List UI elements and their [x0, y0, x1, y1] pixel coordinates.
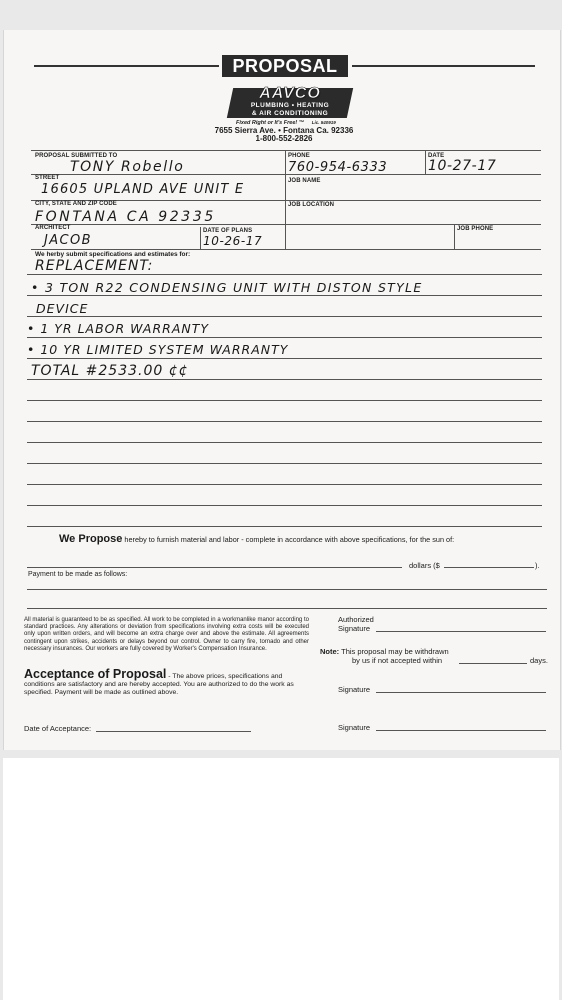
street-value: 16605 UPLAND AVE UNIT E — [41, 182, 245, 197]
grid-bottom-line — [31, 249, 541, 250]
spec-line-4: • 1 YR LABOR WARRANTY — [27, 321, 209, 336]
propose-text: hereby to furnish material and labor - complete in accordance with above specifications, for the sun of: — [124, 535, 455, 544]
grid-divider-jobphone — [454, 224, 455, 249]
submitted-to-value: TONY Robello — [70, 159, 185, 175]
rule-line — [27, 442, 542, 443]
payment-label: Payment to be made as follows: — [28, 571, 128, 578]
proposal-sheet — [3, 30, 561, 750]
proposal-title: PROPOSAL — [222, 55, 348, 77]
phone-label: PHONE — [288, 153, 310, 159]
date-of-plans-label: DATE OF PLANS — [203, 228, 253, 234]
spec-line-6: TOTAL #2533.00 ¢¢ — [31, 363, 189, 379]
license-text: Lic. 540919 — [311, 120, 336, 125]
company-logo: AAVCO — [259, 85, 321, 102]
payment-line-1 — [27, 589, 547, 590]
propose-lead: We Propose — [59, 533, 123, 545]
grid-line-1 — [31, 174, 541, 175]
architect-label: ARCHITECT — [35, 225, 71, 231]
acceptance-signature2-label: Signature — [338, 723, 371, 732]
rule-line — [27, 526, 542, 527]
date-of-plans-value: 10-26-17 — [203, 234, 263, 248]
note-text — [320, 647, 449, 656]
company-phone: 1-800-552-2826 — [255, 134, 313, 143]
acceptance-signature-line — [376, 692, 546, 693]
slogan-text: Fixed Right or It's Free! ™ — [236, 120, 305, 126]
blank-area — [3, 758, 559, 1000]
rule-line — [27, 463, 542, 464]
rule-line — [27, 295, 542, 296]
propose-statement — [59, 533, 454, 545]
phone-value: 760-954-6333 — [288, 160, 388, 175]
rule-line — [27, 505, 542, 506]
acceptance-text-a: - The above prices, specifications — [168, 673, 270, 680]
days-line — [459, 663, 527, 664]
architect-value: JACOB — [44, 233, 92, 248]
rule-line — [27, 484, 542, 485]
dollars-label: dollars ($ — [409, 561, 440, 570]
grid-divider-date — [425, 150, 426, 174]
dollars-close: ). — [535, 561, 540, 570]
grid-divider-plans — [200, 227, 201, 249]
spec-line-5: • 10 YR LIMITED SYSTEM WARRANTY — [27, 342, 289, 357]
grid-line-3 — [31, 224, 541, 225]
note-line-2: by us if not accepted within — [352, 656, 443, 665]
job-location-label: JOB LOCATION — [288, 202, 335, 208]
rule-line — [27, 337, 542, 338]
city-label: CITY, STATE AND ZIP CODE — [35, 201, 117, 207]
acceptance-heading — [24, 667, 314, 697]
company-services-2: & AIR CONDITIONING — [251, 110, 329, 117]
specs-intro: We herby submit specifications and estimates for: — [35, 251, 191, 258]
acceptance-signature-label: Signature — [338, 685, 371, 694]
date-of-acceptance-label: Date of Acceptance: — [24, 724, 92, 733]
company-services-1: PLUMBING • HEATING — [250, 102, 330, 109]
spec-line-2: • 3 TON R22 CONDENSING UNIT WITH DISTON STYLE — [31, 280, 423, 295]
rule-line — [27, 379, 542, 380]
header-rule-right — [352, 65, 535, 67]
note-label: Note: — [320, 647, 340, 656]
days-label: days. — [530, 656, 548, 665]
authorized-signature-label: Signature — [338, 624, 371, 633]
rule-line — [27, 400, 542, 401]
company-address: 7655 Sierra Ave. • Fontana Ca. 92336 — [214, 126, 354, 135]
acceptance-text-b: and conditions are satisfactory and are hereby accepted. You are authorized to do the work as specified. Payment will be made as outlined above. — [24, 673, 294, 696]
rule-line — [27, 358, 542, 359]
rule-line — [27, 316, 542, 317]
payment-line-2 — [27, 608, 547, 609]
job-name-label: JOB NAME — [288, 178, 321, 184]
authorized-label: Authorized — [338, 615, 374, 624]
date-of-acceptance-line — [96, 731, 251, 732]
spec-line-3: DEVICE — [36, 301, 89, 316]
header-rule-left — [34, 65, 219, 67]
submitted-to-label: PROPOSAL SUBMITTED TO — [35, 153, 118, 159]
city-value: FONTANA CA 92335 — [35, 209, 216, 225]
propose-sum-line — [27, 567, 402, 568]
authorized-signature-line — [376, 631, 546, 632]
grid-top-line — [31, 150, 541, 151]
street-label: STREET — [35, 175, 60, 181]
acceptance-signature2-line — [376, 730, 546, 731]
date-label: DATE — [428, 153, 445, 159]
job-phone-label: JOB PHONE — [457, 226, 494, 232]
rule-line — [27, 274, 542, 275]
note-line-1: This proposal may be withdrawn — [341, 647, 449, 656]
guarantee-terms: All material is guaranteed to be as specified. All work to be completed in a workmanlike manor according to standard practices. Any alterations or deviation from specifications involving extra costs will be executed only upon written orders, and will become an extra charge over and above the estimate. All agreements contingent upon strikes, accidents or delays beyond our control. Owner to carry fire, tornado and other necessary insurances. Our workers are fully covered by Worker's Compensation Insurance. — [24, 617, 309, 652]
dollars-amount-line — [444, 567, 534, 568]
date-value: 10-27-17 — [428, 158, 497, 174]
spec-line-1: REPLACEMENT: — [35, 258, 154, 274]
acceptance-title: Acceptance of Proposal — [24, 667, 167, 681]
rule-line — [27, 421, 542, 422]
